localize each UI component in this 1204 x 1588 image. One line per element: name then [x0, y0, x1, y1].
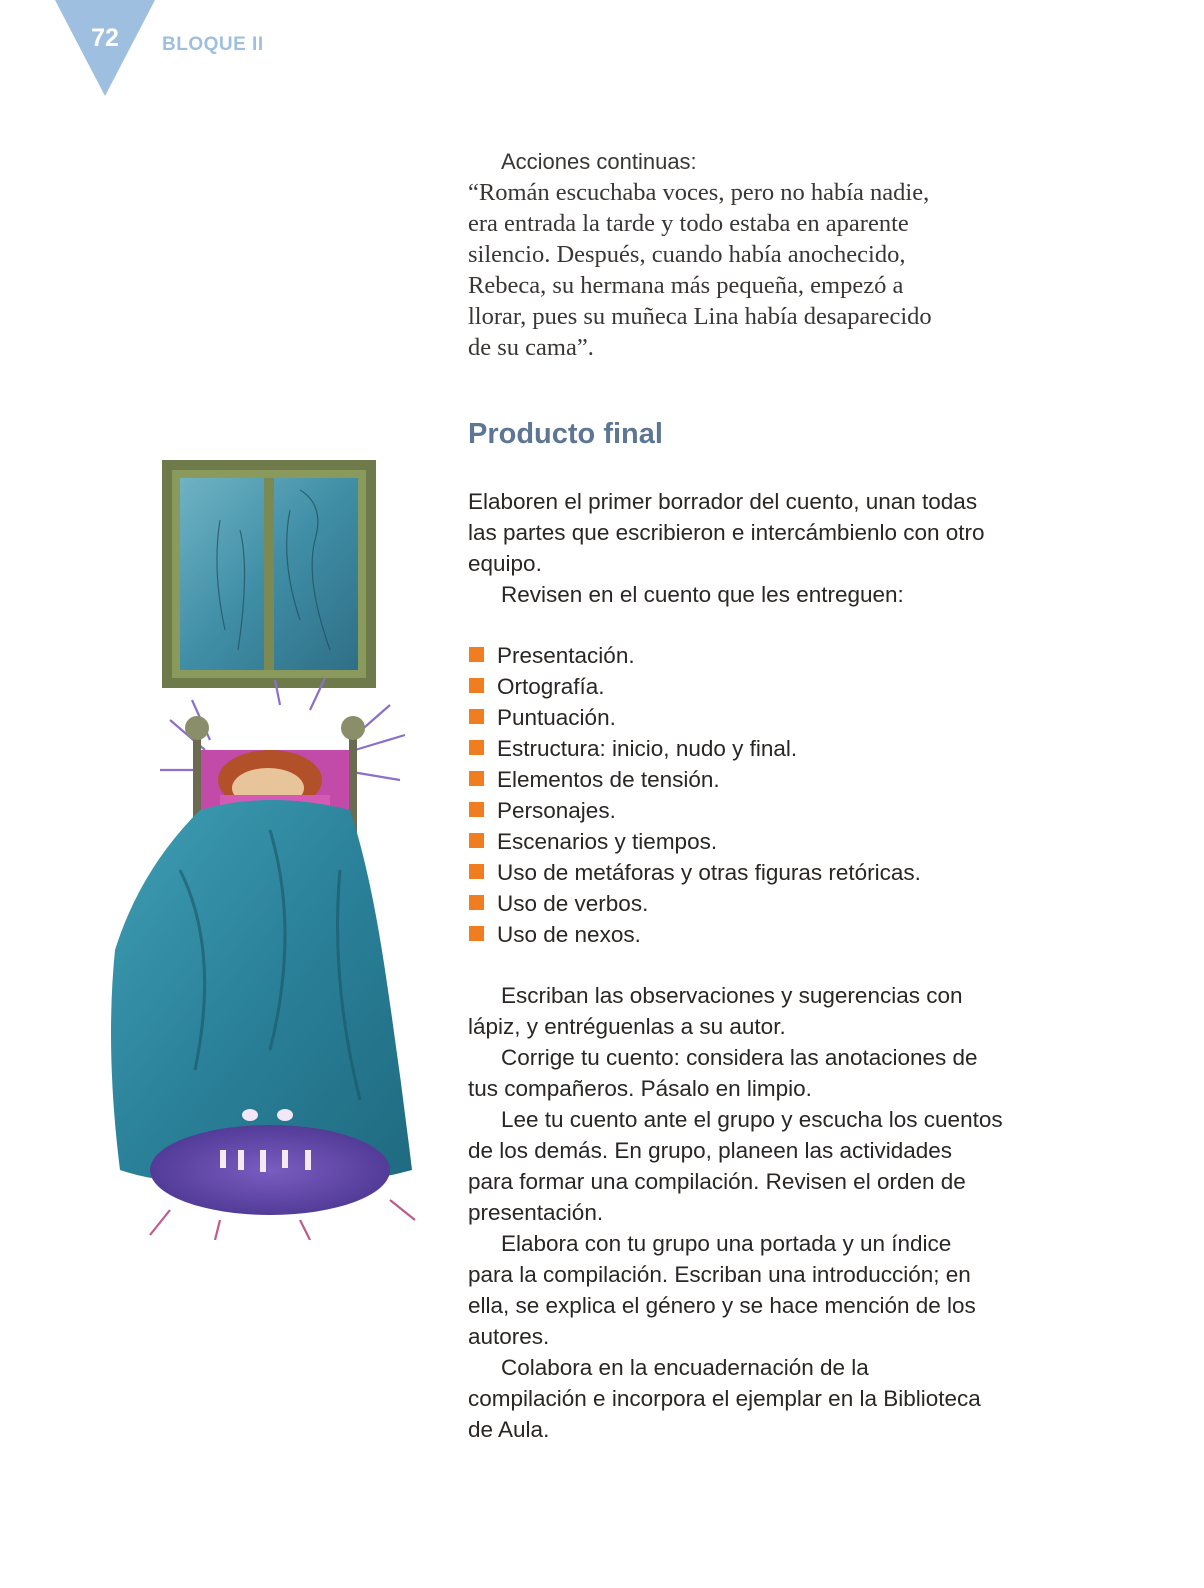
list-item — [468, 733, 921, 764]
list-item-label: Estructura: inicio, nudo y final. — [497, 736, 798, 761]
list-item — [468, 640, 921, 671]
text-line: Corrige tu cuento: considera las anotaciones de — [501, 1045, 978, 1070]
list-item — [468, 702, 921, 733]
list-item-label: Ortografía. — [497, 674, 605, 699]
list-item — [468, 764, 921, 795]
quote-block — [468, 146, 1028, 363]
square-bullet-icon — [469, 740, 484, 755]
list-item-label: Presentación. — [497, 643, 635, 668]
list-item-label: Escenarios y tiempos. — [497, 829, 718, 854]
window — [162, 460, 376, 688]
square-bullet-icon — [469, 678, 484, 693]
text-line: presentación. — [468, 1200, 604, 1225]
text-line: para la compilación. Escriban una introducción; en — [468, 1262, 971, 1287]
square-bullet-icon — [469, 771, 484, 786]
quote-line: Rebeca, su hermana más pequeña, empezó a — [468, 272, 904, 299]
square-bullet-icon — [469, 647, 484, 662]
quote-line: silencio. Después, cuando había anochecido, — [468, 241, 906, 268]
quote-line: de su cama”. — [468, 334, 594, 361]
square-bullet-icon — [469, 833, 484, 848]
review-checklist — [468, 640, 921, 950]
text-line: ella, se explica el género y se hace mención de los — [468, 1293, 976, 1318]
list-item — [468, 888, 921, 919]
list-item-label: Personajes. — [497, 798, 616, 823]
text-line: compilación e incorpora el ejemplar en la Biblioteca — [468, 1386, 981, 1411]
list-item — [468, 919, 921, 950]
text-line: Revisen en el cuento que les entreguen: — [501, 582, 904, 607]
text-line: Elabora con tu grupo una portada y un índice — [501, 1231, 952, 1256]
text-line: equipo. — [468, 551, 542, 576]
square-bullet-icon — [469, 895, 484, 910]
quote-lead: Acciones continuas: — [501, 149, 697, 174]
text-line: Elaboren el primer borrador del cuento, unan todas — [468, 489, 978, 514]
list-item — [468, 795, 921, 826]
list-item-label: Elementos de tensión. — [497, 767, 720, 792]
quote-line: “Román escuchaba voces, pero no había nadie, — [468, 179, 930, 206]
square-bullet-icon — [469, 802, 484, 817]
list-item-label: Uso de nexos. — [497, 922, 641, 947]
quote-line: era entrada la tarde y todo estaba en aparente — [468, 210, 909, 237]
square-bullet-icon — [469, 709, 484, 724]
intro-paragraph — [468, 486, 1028, 610]
text-line: Colabora en la encuadernación de la — [501, 1355, 869, 1380]
text-line: Lee tu cuento ante el grupo y escucha los cuentos — [501, 1107, 1003, 1132]
text-line: de Aula. — [468, 1417, 550, 1442]
text-line: de los demás. En grupo, planeen las actividades — [468, 1138, 953, 1163]
text-line: para formar una compilación. Revisen el orden de — [468, 1169, 966, 1194]
quote-line: llorar, pues su muñeca Lina había desaparecido — [468, 303, 932, 330]
text-line: lápiz, y entréguenlas a su autor. — [468, 1014, 786, 1039]
list-item — [468, 671, 921, 702]
list-item — [468, 857, 921, 888]
bed-illustration — [100, 450, 430, 1240]
page-number: 72 — [91, 24, 119, 52]
list-item — [468, 826, 921, 857]
closing-paragraphs — [468, 980, 1028, 1445]
text-line: autores. — [468, 1324, 550, 1349]
section-heading: Producto final — [468, 418, 663, 450]
text-line: las partes que escribieron e intercámbienlo con otro — [468, 520, 985, 545]
list-item-label: Uso de verbos. — [497, 891, 649, 916]
list-item-label: Uso de metáforas y otras figuras retóricas. — [497, 860, 921, 885]
section-label: BLOQUE II — [162, 34, 264, 55]
square-bullet-icon — [469, 864, 484, 879]
square-bullet-icon — [469, 926, 484, 941]
text-line: Escriban las observaciones y sugerencias con — [501, 983, 963, 1008]
text-line: tus compañeros. Pásalo en limpio. — [468, 1076, 812, 1101]
list-item-label: Puntuación. — [497, 705, 616, 730]
